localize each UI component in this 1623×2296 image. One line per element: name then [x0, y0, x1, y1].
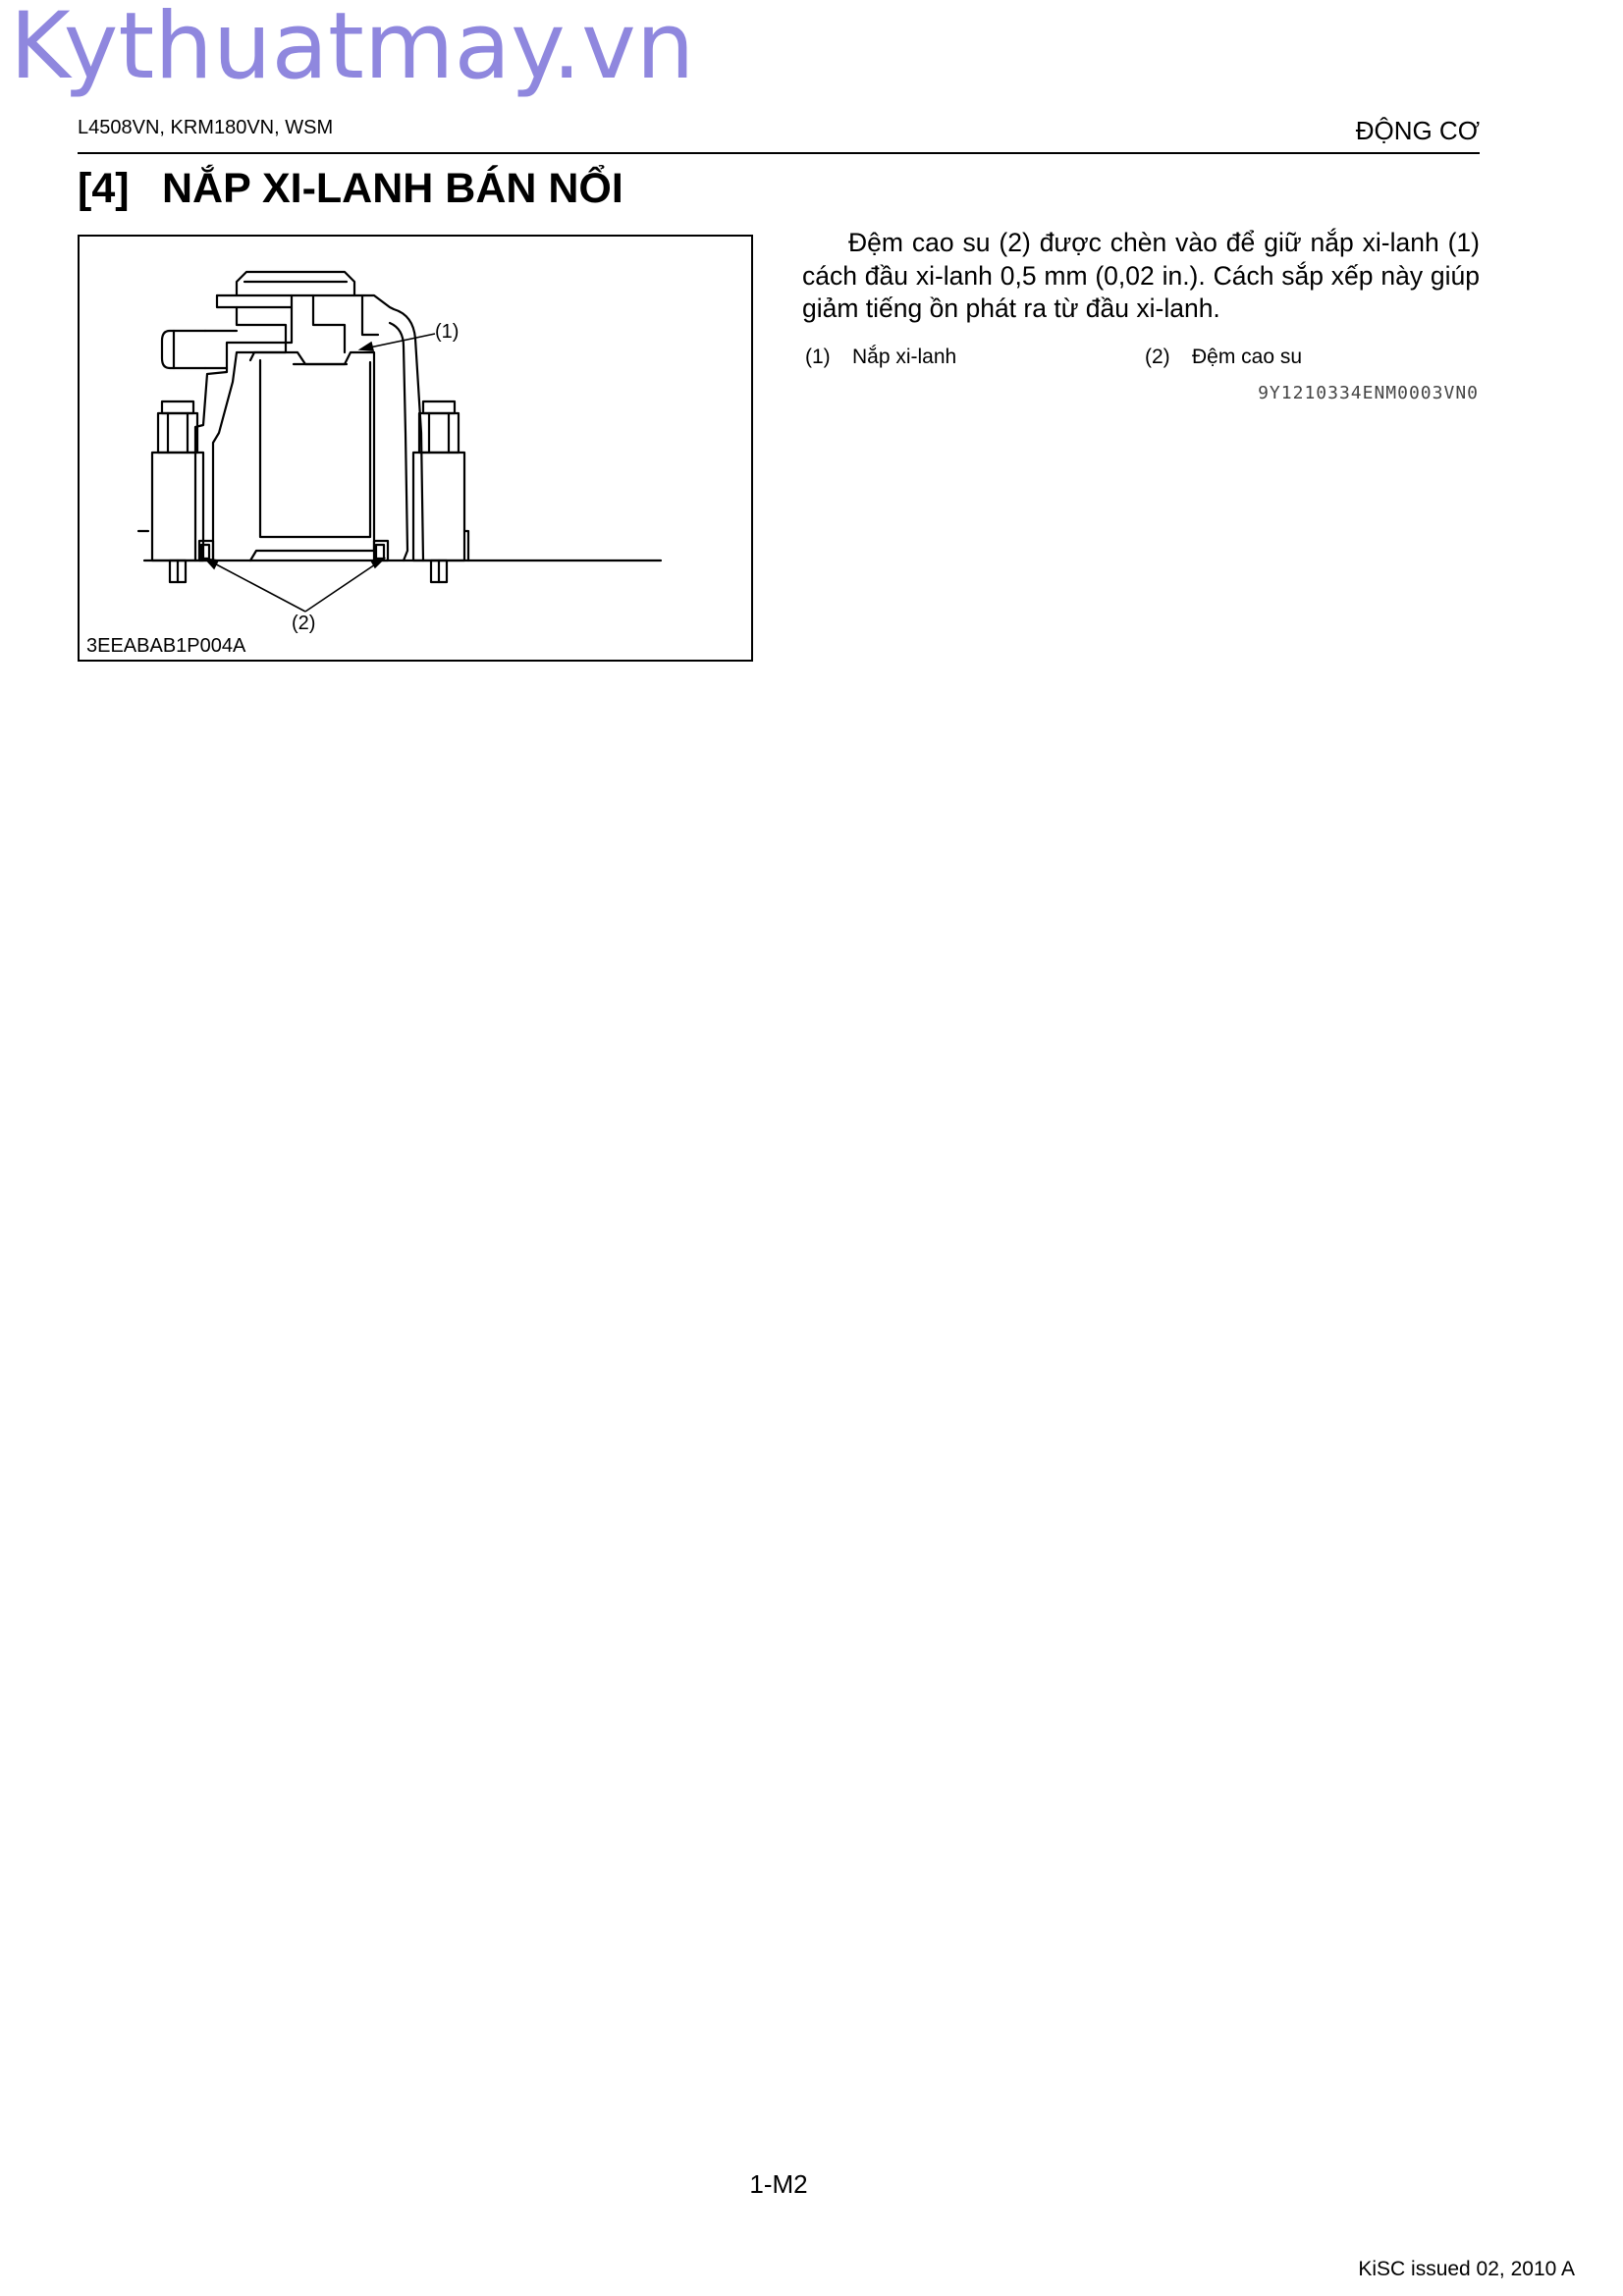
watermark-logo: Kythuatmay.vn	[10, 0, 695, 100]
figure-callout-2: (2)	[292, 613, 316, 634]
header-model-list: L4508VN, KRM180VN, WSM	[78, 117, 334, 138]
header-chapter-title: ĐỘNG CƠ	[1355, 116, 1480, 145]
figure-panel	[78, 235, 753, 662]
legend-label: Đệm cao su	[1192, 346, 1303, 368]
figure-code: 3EEABAB1P004A	[86, 635, 246, 657]
figure-callout-1: (1)	[435, 321, 460, 343]
issue-note: KiSC issued 02, 2010 A	[1358, 2258, 1575, 2280]
document-reference-code: 9Y1210334ENM0003VN0	[1258, 383, 1479, 403]
legend-number: (1)	[805, 346, 831, 368]
section-heading	[78, 165, 623, 213]
legend-label: Nắp xi-lanh	[852, 346, 957, 368]
legend-number: (2)	[1145, 346, 1170, 368]
section-number: [4]	[78, 165, 130, 212]
legend-item-cylinder-cover	[805, 346, 956, 369]
section-title: NẮP XI-LANH BÁN NỔI	[162, 165, 623, 212]
semi-floating-cylinder-cover-diagram	[80, 237, 751, 660]
legend-item-rubber-gasket	[1145, 346, 1302, 369]
body-paragraph: Đệm cao su (2) được chèn vào để giữ nắp xi-lanh (1) cách đầu xi-lanh 0,5 mm (0,02 in.). Cách sắp xếp này giúp giảm tiếng ồn phát ra từ đầu xi-lanh.	[802, 228, 1480, 323]
page-number: 1-M2	[749, 2169, 808, 2199]
header-divider	[78, 152, 1480, 154]
